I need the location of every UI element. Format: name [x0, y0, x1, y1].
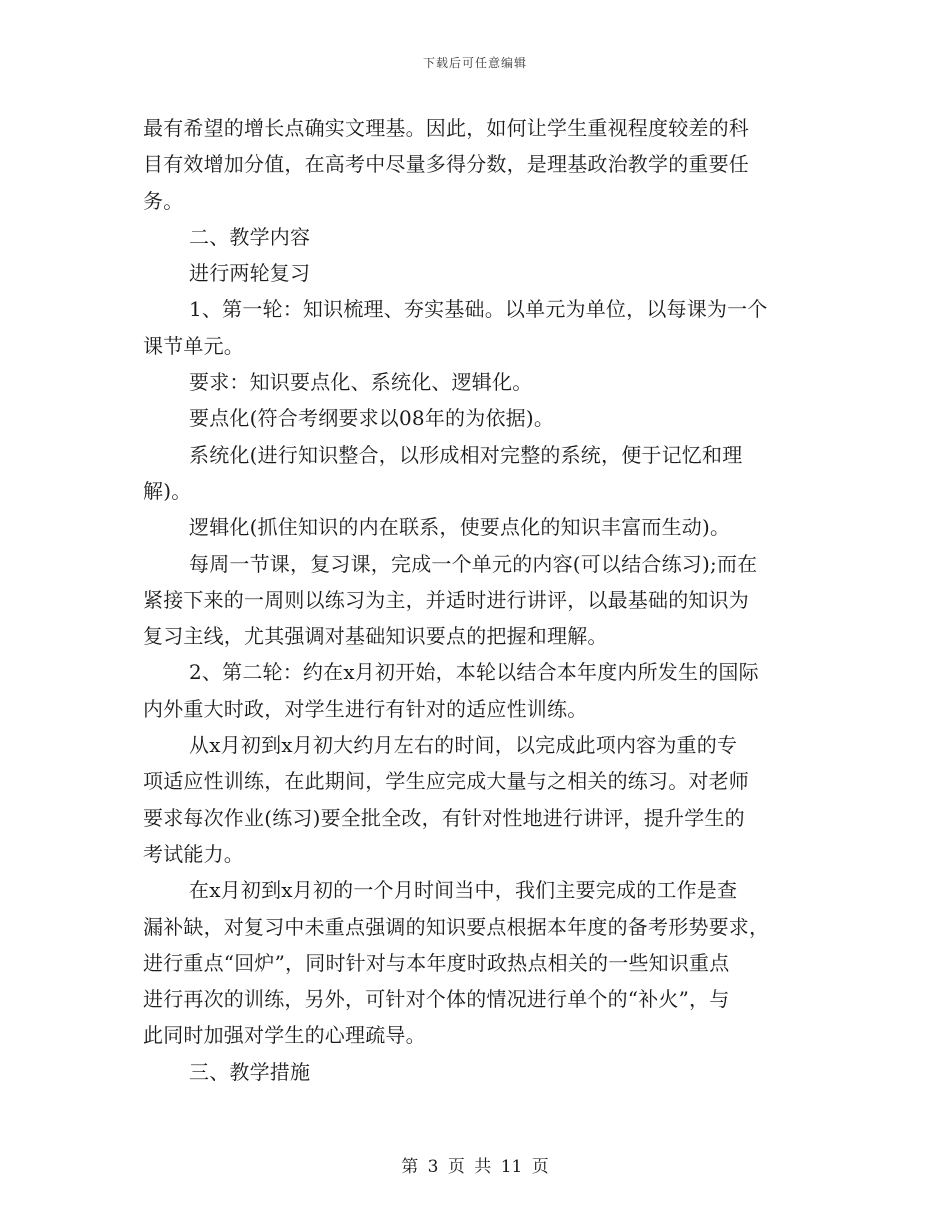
text-line: 在x月初到x月初的一个月时间当中，我们主要完成的工作是查	[189, 878, 738, 903]
text-line: 项适应性训练，在此期间，学生应完成大量与之相关的练习。对老师	[143, 769, 749, 794]
text-line: 紧接下来的一周则以练习为主，并适时进行讲评，以最基础的知识为	[143, 587, 749, 612]
text-line: 目有效增加分值，在高考中尽量多得分数，是理基政治教学的重要任	[143, 152, 749, 177]
text-line: 课节单元。	[143, 333, 244, 358]
document-body	[143, 110, 808, 1090]
text-line: 系统化(进行知识整合，以形成相对完整的系统，便于记忆和理	[189, 442, 743, 467]
text-line: 此同时加强对学生的心理疏导。	[143, 1023, 426, 1048]
text-line: 2、第二轮：约在x月初开始，本轮以结合本年度内所发生的国际	[189, 660, 759, 685]
text-line: 1、第一轮：知识梳理、夯实基础。以单元为单位，以每课为一个	[189, 297, 768, 322]
text-line: 复习主线，尤其强调对基础知识要点的把握和理解。	[143, 624, 608, 649]
text-line: 逻辑化(抓住知识的内在联系，使要点化的知识丰富而生动)。	[189, 515, 731, 540]
text-line: 漏补缺，对复习中未重点强调的知识要点根据本年度的备考形势要求，	[143, 914, 770, 939]
text-line: 二、教学内容	[189, 224, 311, 249]
text-line: 要求：知识要点化、系统化、逻辑化。	[189, 370, 533, 395]
text-line: 解)。	[143, 478, 192, 503]
text-line: 内外重大时政，对学生进行有针对的适应性训练。	[143, 696, 588, 721]
text-line: 进行重点“回炉”，同时针对与本年度时政热点相关的一些知识重点	[143, 950, 730, 975]
text-line: 考试能力。	[143, 841, 244, 866]
text-line: 每周一节课，复习课，完成一个单元的内容(可以结合练习);而在	[189, 551, 758, 576]
text-line: 从x月初到x月初大约月左右的时间，以完成此项内容为重的专	[189, 733, 738, 758]
text-line: 三、教学措施	[189, 1059, 311, 1084]
text-line: 最有希望的增长点确实文理基。因此，如何让学生重视程度较差的科	[143, 116, 749, 140]
page-header: 下载后可任意编辑	[422, 56, 527, 70]
text-line: 进行两轮复习	[189, 261, 311, 286]
page-footer: 第 3 页 共 11 页	[401, 1157, 549, 1177]
text-line: 务。	[143, 188, 184, 213]
text-line: 要点化(符合考纲要求以08年的为依据)。	[189, 406, 555, 431]
text-line: 要求每次作业(练习)要全批全改，有针对性地进行讲评，提升学生的	[143, 805, 745, 830]
text-line: 进行再次的训练，另外，可针对个体的情况进行单个的“补火”，与	[143, 987, 730, 1012]
